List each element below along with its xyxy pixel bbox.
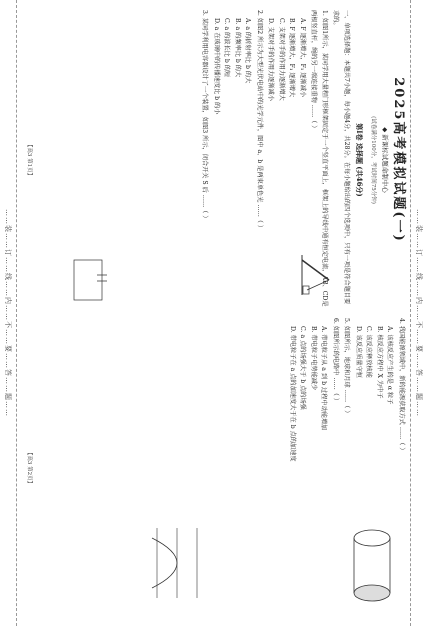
figure-cylinder-coil — [347, 518, 397, 608]
question-6: 6. 如图所示的电路中 ……（ ） — [332, 318, 339, 405]
right-column — [22, 318, 407, 618]
left-page-footer: 【高3 第1页】 — [26, 141, 33, 179]
binding-line-top: ……装……订……线……内……不……要……答……题…… — [410, 0, 427, 626]
q6-option-d: D. 带电粒子在 a 点的加速度大于在 b 点的加速度 — [289, 326, 296, 462]
section-intro: 一、单项选择题：本题共7小题，每小题4分，共28分。在每小题给出的四个选项中，只有一项是符合题目要求的。 — [332, 10, 350, 305]
q4-option-d: D. 该反应质量守恒 — [355, 326, 362, 378]
q1-option-d: D. 支架对手的作用力逐渐减小 — [267, 18, 275, 101]
question-1: 1. 如图1所示，某同学用大量程门形框架固定于一个竖直平面上，框架上的导线中通有恒定电流，AB、CD是两根竖直杆，绳的另一端连接重物 ……（ ） — [310, 10, 328, 307]
binding-line-bottom: ……装……订……线……内……不……要……答……题…… — [0, 0, 17, 626]
exam-note: (试卷满分100分，考试时间75分钟) — [370, 116, 376, 204]
q2-option-b: B. a 的频率比 b 的大 — [234, 18, 241, 78]
q1-option-b: B. F 逐渐增大，F₁ 逐渐增大 — [288, 18, 296, 98]
q1-option-c: C. 支架对手的作用力逐渐增大 — [278, 18, 285, 101]
question-2: 2. 如图2 所示为大型光伏电站中的光学元件，图中 a、b 是两束单色光 ……（ ） — [256, 10, 263, 232]
q6-option-a: A. 带电粒子从 a 到 b 过程中动能增加 — [320, 326, 328, 431]
q2-option-d: D. a 在玻璃中的传播速度比 b 的小 — [213, 18, 220, 115]
q1-option-a: A. F 逐渐增大，F₁ 逐渐减小 — [299, 18, 306, 98]
q2-option-a: A. a 的折射率比 b 的大 — [244, 18, 252, 84]
question-4: 4. 我国能源领域中，新的能源获取方式 ……（ ） — [398, 318, 405, 454]
left-column — [22, 10, 407, 310]
section-heading: 第Ⅰ卷 选择题 (共46分) — [355, 123, 365, 197]
question-3: 3. 某同学利用电容器设计了一个装置，如图3 所示，闭合开关 S 后 ……（ ） — [201, 10, 209, 222]
q6-option-c: C. a 点的场强大于 b 点的场强 — [299, 326, 307, 410]
figure-3-circuit — [67, 255, 107, 305]
q6-option-b: B. 带电粒子电势能减少 — [310, 326, 317, 391]
question-5: 5. 如图所示，地球和月球 ……（ ） — [343, 318, 351, 417]
q4-option-a: A. 该核反应产生的是 α 粒子 — [386, 326, 394, 405]
figure-field-lines — [147, 518, 207, 608]
q2-option-c: C. a 的波长比 b 的短 — [223, 18, 231, 78]
right-page-footer: 【高3 第2页】 — [26, 449, 33, 487]
q4-option-c: C. 该反应释放核能 — [365, 326, 373, 378]
exam-title: 2025高考模拟试题(一) — [391, 77, 406, 243]
q4-option-b: B. 核反应方程中 X 为中子 — [376, 326, 383, 399]
figure-1-apparatus — [297, 250, 337, 300]
exam-subtitle: ◆ 新课标试题命制中心 — [381, 127, 390, 193]
